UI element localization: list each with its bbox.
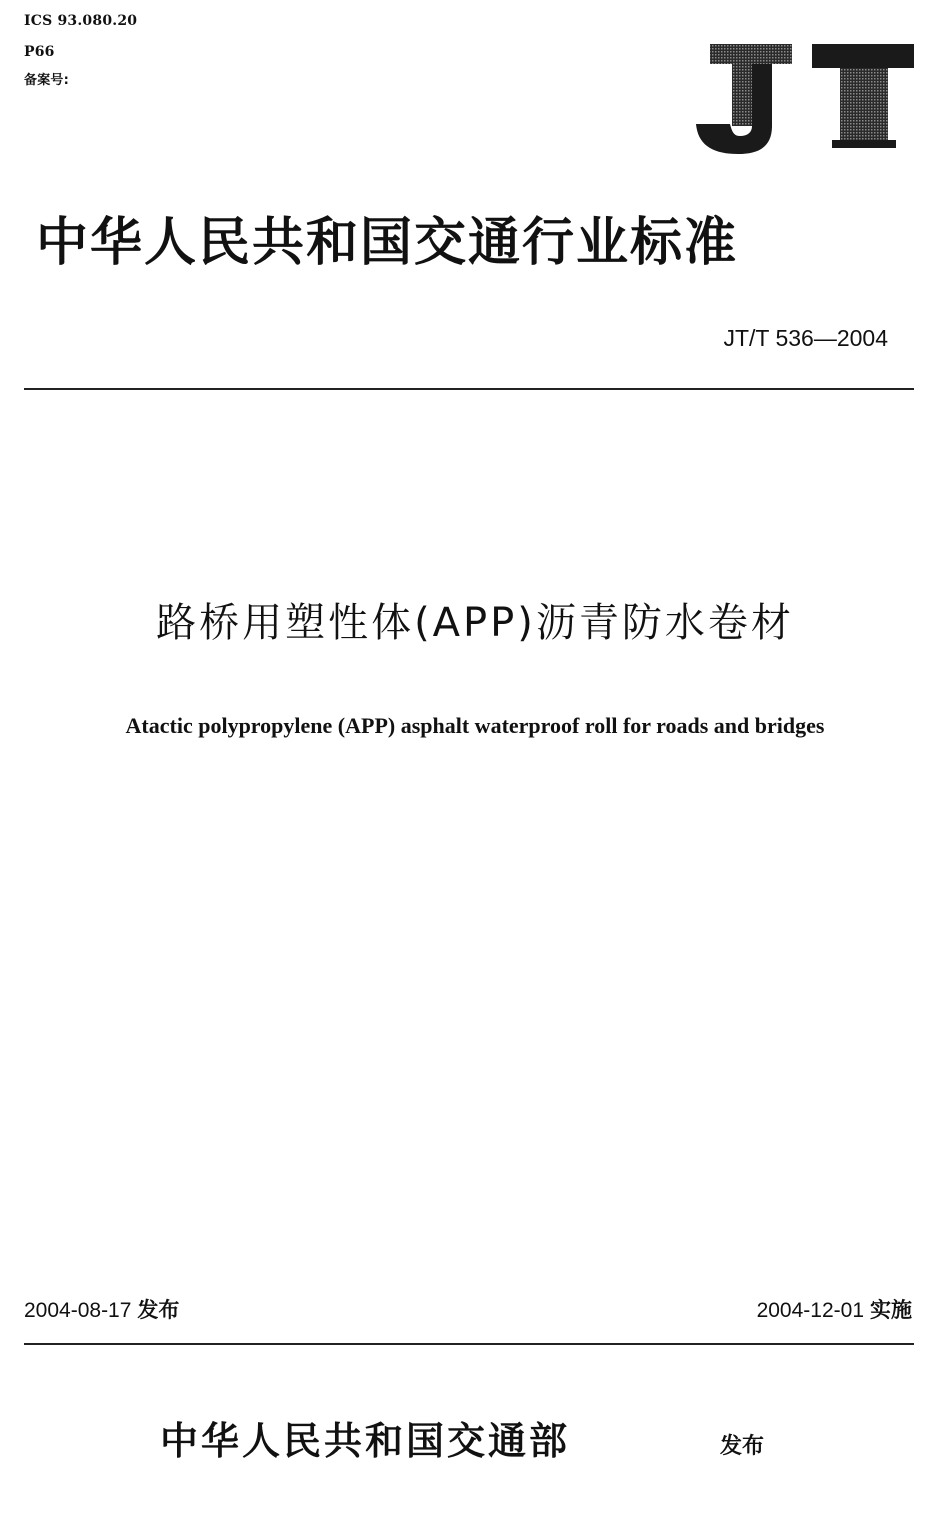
ics-code: ICS 93.080.20 — [24, 13, 138, 29]
top-divider — [24, 388, 914, 390]
standard-category-title: 中华人民共和国交通行业标准 — [36, 212, 739, 273]
standard-number: JT/T 536—2004 — [723, 325, 888, 351]
publish-date-line — [24, 1296, 179, 1325]
record-number-label: 备案号: — [24, 73, 69, 88]
classification-code: P66 — [24, 44, 55, 60]
document-title-english: Atactic polypropylene (APP) asphalt waterproof roll for roads and bridges — [125, 713, 825, 738]
publish-label: 发布 — [137, 1298, 180, 1322]
implement-date: 2004-12-01 — [756, 1299, 864, 1322]
implement-date-line — [757, 1296, 912, 1325]
document-title-chinese: 路桥用塑性体(APP)沥青防水卷材 — [156, 600, 794, 646]
publish-date: 2004-08-17 — [24, 1299, 132, 1322]
jt-logo — [694, 42, 916, 156]
issuing-authority: 中华人民共和国交通部 — [160, 1418, 571, 1463]
bottom-divider — [24, 1343, 914, 1345]
issue-label: 发布 — [720, 1434, 765, 1459]
implement-label: 实施 — [870, 1298, 912, 1322]
